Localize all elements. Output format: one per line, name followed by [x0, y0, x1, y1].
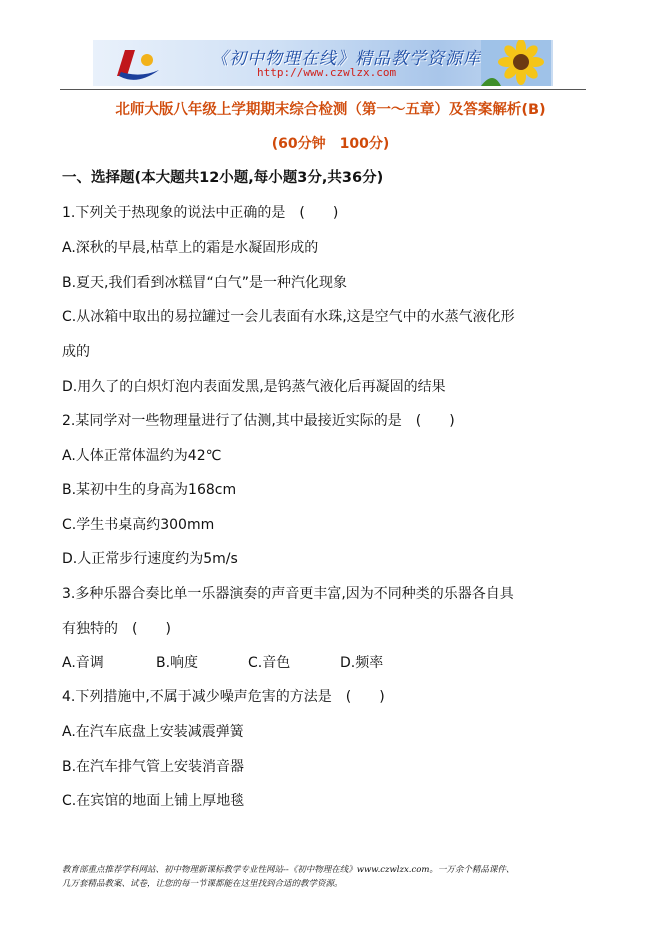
document-subtitle: (60分钟 100分): [271, 136, 390, 152]
header-divider: [60, 89, 586, 90]
question-3-option-b: B.响度: [156, 655, 199, 671]
question-1-option-c: C.从冰箱中取出的易拉罐过一会儿表面有水珠,这是空气中的水蒸气液化形: [62, 309, 515, 325]
question-3-stem: 3.多种乐器合奏比单一乐器演奏的声音更丰富,因为不同种类的乐器各自具: [62, 586, 514, 602]
banner-url[interactable]: http://www.czwlzx.com: [257, 66, 397, 79]
sunflower-icon: [481, 40, 551, 86]
question-3-stem-continued: 有独特的 ( ): [62, 621, 171, 637]
question-2-option-b: B.某初中生的身高为168cm: [62, 482, 237, 498]
page-footer: [62, 863, 602, 891]
question-3-option-d: D.频率: [340, 655, 384, 671]
question-3-option-c: C.音色: [248, 655, 291, 671]
footer-line-1: 教育部重点推荐学科网站、初中物理新课标教学专业性网站--《初中物理在线》www.czwlzx.com。一万余个精品课件、: [62, 865, 515, 875]
question-1-stem: 1.下列关于热现象的说法中正确的是 ( ): [62, 205, 339, 221]
question-2-option-c: C.学生书桌高约300mm: [62, 517, 215, 533]
question-4-option-a: A.在汽车底盘上安装减震弹簧: [62, 724, 244, 740]
question-1-option-b: B.夏天,我们看到冰糕冒“白气”是一种汽化现象: [62, 275, 348, 291]
banner-title: 《初中物理在线》精品教学资源库: [211, 49, 481, 69]
section-heading: 一、选择题(本大题共12小题,每小题3分,共36分): [62, 170, 384, 186]
question-1-option-a: A.深秋的早晨,枯草上的霜是水凝固形成的: [62, 240, 319, 256]
question-1-option-d: D.用久了的白炽灯泡内表面发黑,是钨蒸气液化后再凝固的结果: [62, 379, 446, 395]
document-title: 北师大版八年级上学期期末综合检测（第一～五章）及答案解析(B): [115, 102, 546, 118]
footer-line-2: 几万套精品教案、试卷，让您的每一节课都能在这里找到合适的教学资源。: [62, 879, 343, 889]
question-2-option-a: A.人体正常体温约为42℃: [62, 448, 222, 464]
question-3-options: [62, 652, 383, 672]
question-2-stem: 2.某同学对一些物理量进行了估测,其中最接近实际的是 ( ): [62, 413, 455, 429]
logo-icon: [111, 46, 163, 84]
question-3-option-a: A.音调: [62, 655, 104, 671]
question-4-option-c: C.在宾馆的地面上铺上厚地毯: [62, 793, 245, 809]
question-4-stem: 4.下列措施中,不属于减少噪声危害的方法是 ( ): [62, 689, 385, 705]
header-banner: [93, 40, 553, 86]
question-2-option-d: D.人正常步行速度约为5m/s: [62, 551, 238, 567]
question-4-option-b: B.在汽车排气管上安装消音器: [62, 759, 245, 775]
question-1-option-c-continued: 成的: [62, 344, 90, 360]
